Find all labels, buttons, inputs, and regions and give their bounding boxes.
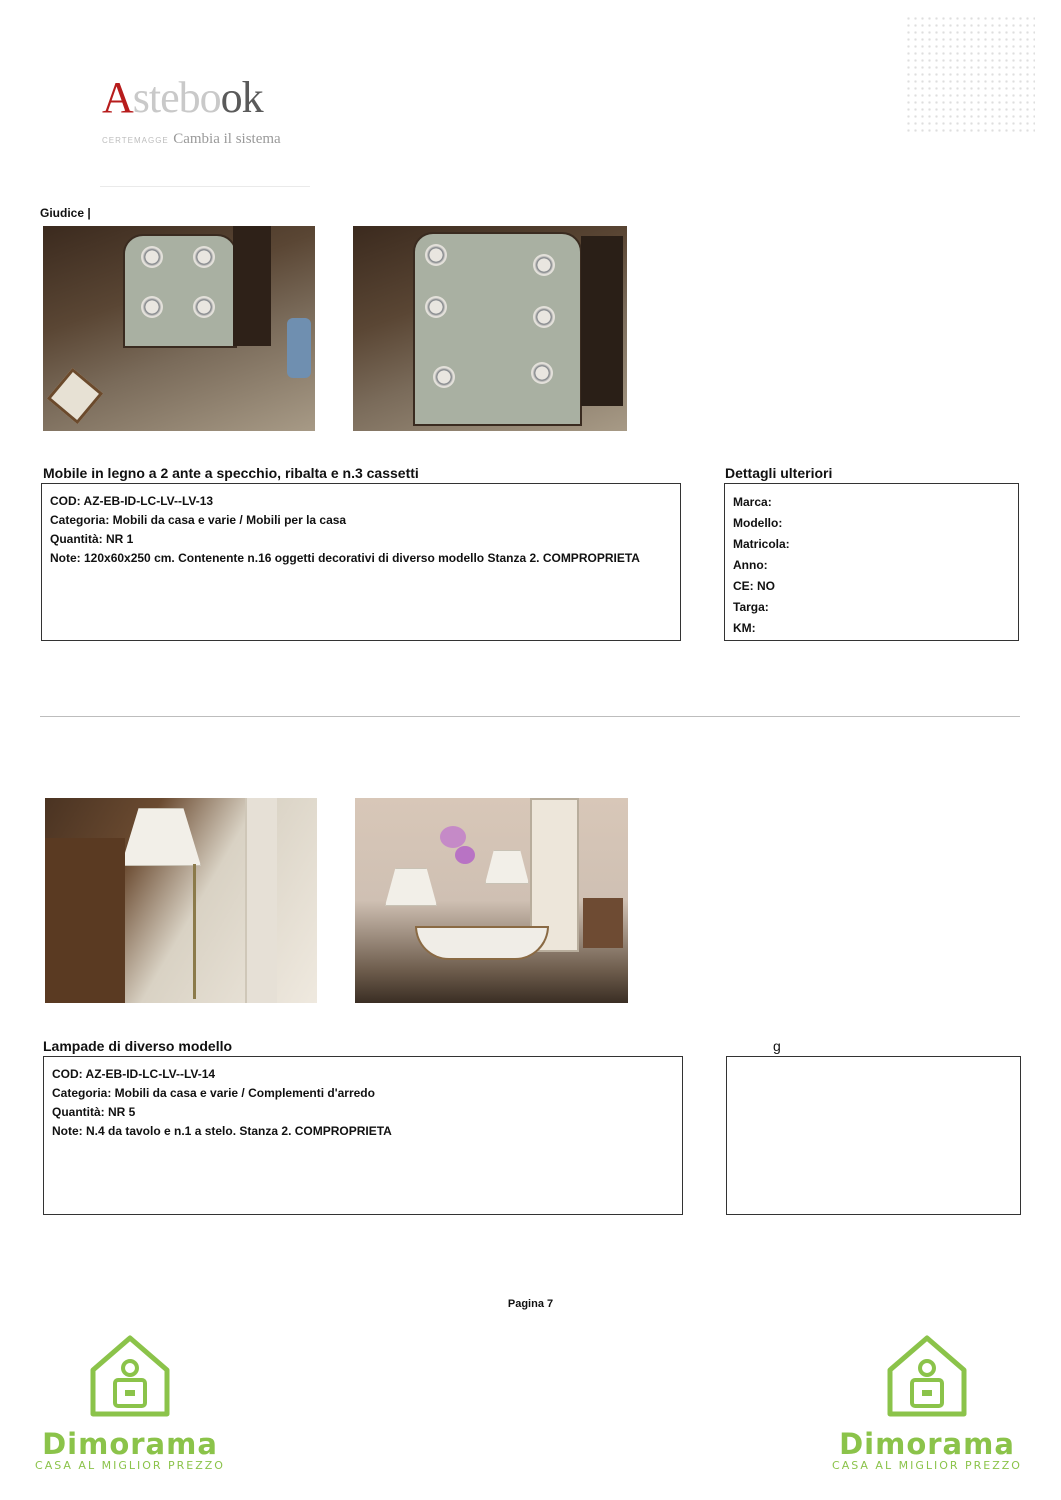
lot1-info-box [41,483,681,641]
giudice-label: Giudice | [40,206,91,220]
brand-name-right: Dimorama [839,1427,1015,1461]
lot2-info-box [43,1056,683,1215]
logo-small-text: CERTEMAGGE [102,136,169,145]
header-divider [100,186,310,187]
lot1-categoria: Categoria: Mobili da casa e varie / Mobili per la casa [50,513,347,527]
detail-ce: CE: NO [733,579,775,593]
lot2-photo-2 [355,798,628,1003]
logo-word-end: ok [220,73,263,122]
lot2-title: Lampade di diverso modello [43,1038,233,1054]
lot1-photo-1 [43,226,315,431]
lot1-details-title: Dettagli ulteriori [725,465,833,481]
lot2-details-title: g [773,1038,781,1054]
lot1-quantita: Quantità: NR 1 [50,532,134,546]
lot2-categoria: Categoria: Mobili da casa e varie / Complementi d'arredo [52,1086,375,1100]
logo-letter-a: A [102,73,133,122]
detail-anno: Anno: [733,558,768,572]
detail-matricola: Matricola: [733,537,790,551]
house-key-logo-icon [85,1330,175,1422]
lot1-details-box [724,483,1019,641]
decorative-dot-pattern [905,15,1035,135]
house-key-logo-icon [882,1330,972,1422]
logo-word-mid: stebo [132,73,221,122]
lot2-details-box [726,1056,1021,1215]
lot1-note: Note: 120x60x250 cm. Contenente n.16 oggetti decorativi di diverso modello Stanza 2. COMPROPRIETA [50,551,640,565]
detail-modello: Modello: [733,516,783,530]
brand-name-left: Dimorama [42,1427,218,1461]
lot1-cod: COD: AZ-EB-ID-LC-LV--LV-13 [50,494,214,508]
lot2-note: Note: N.4 da tavolo e n.1 a stelo. Stanza 2. COMPROPRIETA [52,1124,392,1138]
astebook-logo [102,72,342,152]
lot1-photo-2 [353,226,627,431]
lot1-title: Mobile in legno a 2 ante a specchio, ribalta e n.3 cassetti [43,465,419,481]
page-number: Pagina 7 [507,1298,554,1310]
logo-tagline: Cambia il sistema [173,131,281,147]
detail-targa: Targa: [733,600,769,614]
lot-separator [40,716,1020,717]
dimorama-logo-left [25,1330,235,1472]
detail-km: KM: [733,621,756,635]
lot2-quantita: Quantità: NR 5 [52,1105,136,1119]
lot2-cod: COD: AZ-EB-ID-LC-LV--LV-14 [52,1067,216,1081]
brand-tag-right: CASA AL MIGLIOR PREZZO [832,1459,1022,1472]
lot2-photo-1 [45,798,317,1003]
dimorama-logo-right [822,1330,1032,1472]
detail-marca: Marca: [733,495,772,509]
brand-tag-left: CASA AL MIGLIOR PREZZO [35,1459,225,1472]
